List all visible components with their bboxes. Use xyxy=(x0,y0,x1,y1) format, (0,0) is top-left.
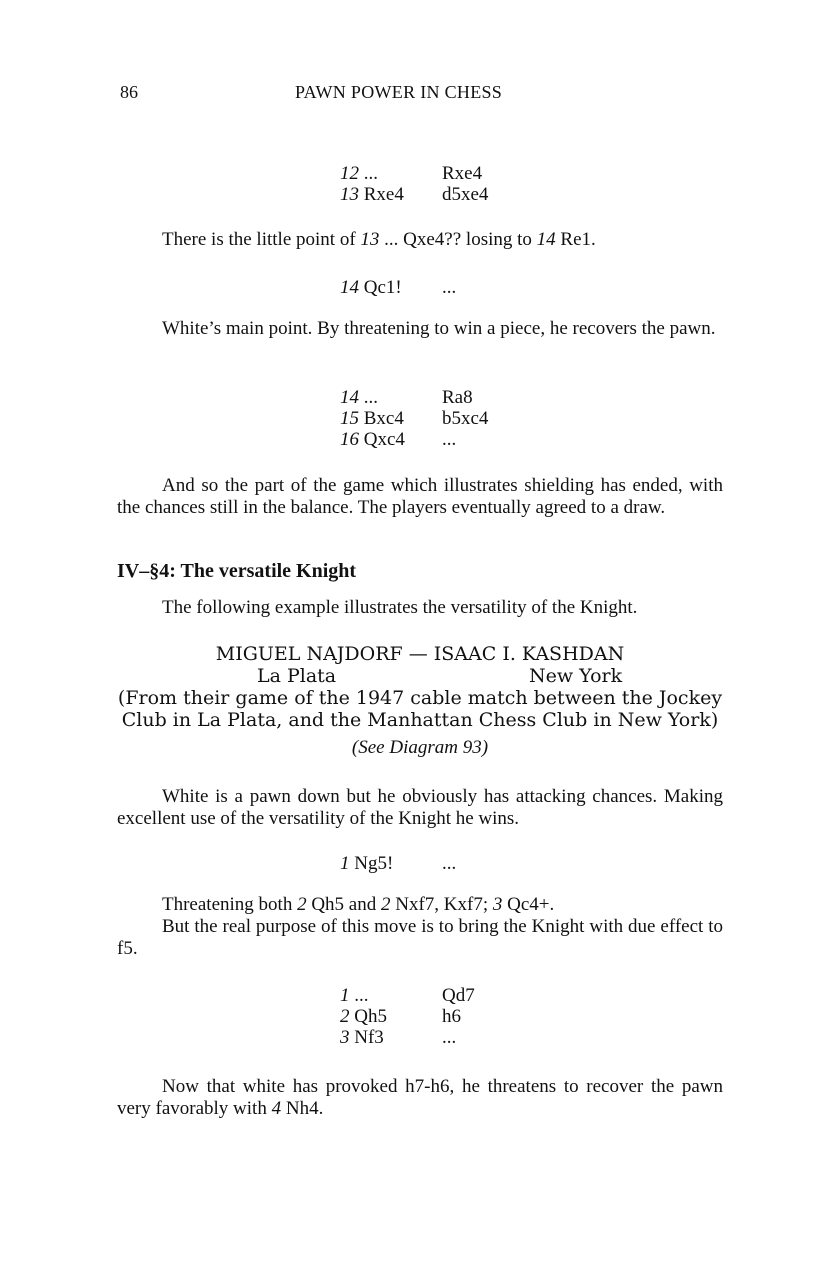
move-number: 13 xyxy=(340,184,359,205)
players-line: MIGUEL NAJDORF — ISAAC I. KASHDAN xyxy=(215,643,625,665)
move-list xyxy=(340,163,488,205)
black-move: ... xyxy=(442,429,457,450)
paragraph: White’s main point. By threatening to win a piece, he recovers the pawn. xyxy=(162,318,716,339)
move-number: 16 xyxy=(340,429,359,450)
city-white: La Plata xyxy=(257,665,337,687)
paragraph: There is the little point of 13 ... Qxe4?? losing to 14 Re1. xyxy=(162,229,596,250)
move-row xyxy=(340,1006,475,1027)
move-row xyxy=(340,387,488,408)
white-move: Nf3 xyxy=(349,1027,384,1048)
black-move: h6 xyxy=(442,1006,461,1027)
move-row xyxy=(340,277,456,298)
white-move: ... xyxy=(359,387,378,408)
white-move: Qxc4 xyxy=(359,429,405,450)
paragraph: Now that white has provoked h7-h6, he threatens to recover the pawn very favorably with 4 Nh4. xyxy=(117,1076,723,1119)
black-move: ... xyxy=(442,1027,457,1048)
paragraph: White is a pawn down but he obviously has attacking chances. Making excellent use of the versatility of the Knight he wins. xyxy=(117,786,723,829)
black-move: b5xc4 xyxy=(442,408,489,429)
city-black: New York xyxy=(529,665,623,687)
black-move: Qd7 xyxy=(442,985,475,1006)
move-number: 1 xyxy=(340,853,350,874)
paragraph: But the real purpose of this move is to bring the Knight with due effect to f5. xyxy=(117,916,723,959)
move-row xyxy=(340,184,488,205)
move-number: 14 xyxy=(340,387,359,408)
white-move: ... xyxy=(349,985,369,1006)
move-list xyxy=(340,853,456,874)
cities-line xyxy=(117,665,723,687)
move-list xyxy=(340,387,488,450)
move-row xyxy=(340,853,456,874)
move-list xyxy=(340,985,475,1048)
black-move: ... xyxy=(442,853,457,874)
move-number: 15 xyxy=(340,408,359,429)
move-number: 1 xyxy=(340,985,350,1006)
white-move: Bxc4 xyxy=(359,408,404,429)
page-header xyxy=(120,82,730,106)
black-move: Rxe4 xyxy=(442,163,483,184)
move-row xyxy=(340,429,488,450)
black-move: ... xyxy=(442,277,457,298)
move-number: 12 xyxy=(340,163,359,184)
running-title: PAWN POWER IN CHESS xyxy=(295,82,503,102)
paragraph: And so the part of the game which illustrates shielding has ended, with the chances still in the balance. The players eventually agreed to a draw. xyxy=(117,475,723,518)
black-move: d5xe4 xyxy=(442,184,489,205)
move-number: 14 xyxy=(340,277,359,298)
white-move: Ng5! xyxy=(349,853,394,874)
white-move: ... xyxy=(359,163,378,184)
section-heading: IV–§4: The versatile Knight xyxy=(117,560,357,582)
move-row xyxy=(340,1027,475,1048)
game-note: Club in La Plata, and the Manhattan Chess Club in New York) xyxy=(121,709,719,731)
move-number: 2 xyxy=(340,1006,350,1027)
white-move: Qc1! xyxy=(359,277,402,298)
move-row xyxy=(340,985,475,1006)
move-row xyxy=(340,408,488,429)
white-move: Qh5 xyxy=(349,1006,387,1027)
game-header xyxy=(117,643,723,731)
move-number: 3 xyxy=(340,1027,350,1048)
paragraph: Threatening both 2 Qh5 and 2 Nxf7, Kxf7; 3 Qc4+. xyxy=(162,894,555,915)
move-row xyxy=(340,163,488,184)
white-move: Rxe4 xyxy=(359,184,404,205)
move-list xyxy=(340,277,456,298)
game-note: (From their game of the 1947 cable match between the Jockey xyxy=(117,687,723,709)
diagram-reference: (See Diagram 93) xyxy=(351,737,489,758)
paragraph: The following example illustrates the versatility of the Knight. xyxy=(162,597,638,618)
page-number: 86 xyxy=(120,82,138,102)
black-move: Ra8 xyxy=(442,387,473,408)
